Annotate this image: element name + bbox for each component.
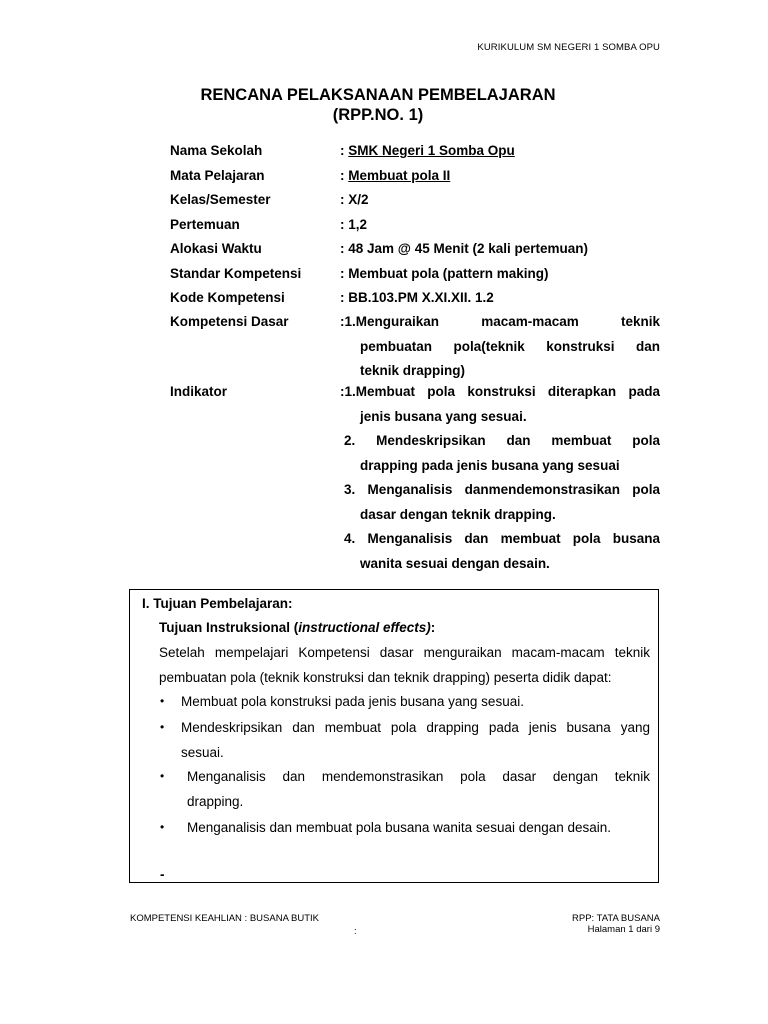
footer-left: KOMPETENSI KEAHLIAN : BUSANA BUTIK — [130, 913, 319, 924]
indikator-line: 3. Menganalisis danmendemonstrasikan pola — [344, 482, 660, 497]
indikator-line: dasar dengan teknik drapping. — [360, 506, 556, 522]
indikator-line: :1.Membuat pola konstruksi diterapkan pada — [340, 384, 660, 399]
info-value: : SMK Negeri 1 Somba Opu — [340, 143, 515, 158]
tujuan-heading: I. Tujuan Pembelajaran: — [142, 596, 293, 611]
info-row — [170, 213, 660, 238]
bullet-icon: • — [160, 820, 165, 834]
info-label: Pertemuan — [170, 216, 240, 232]
page-header: KURIKULUM SM NEGERI 1 SOMBA OPU — [477, 42, 660, 53]
info-row — [170, 237, 660, 262]
tujuan-intro-line: Setelah mempelajari Kompetensi dasar menguraikan macam-macam teknik — [159, 645, 650, 660]
info-row — [170, 139, 660, 164]
info-label: Nama Sekolah — [170, 143, 263, 158]
indikator — [170, 380, 660, 580]
footer-center: : — [354, 926, 357, 937]
info-label: Kode Kompetensi — [170, 290, 285, 305]
footer-page-number: Halaman 1 dari 9 — [587, 924, 660, 935]
info-value: : Membuat pola (pattern making) — [340, 265, 549, 281]
info-row — [170, 262, 660, 287]
kompetensi-dasar — [170, 310, 660, 384]
bullet-icon: • — [160, 769, 165, 783]
info-label: Mata Pelajaran — [170, 167, 265, 183]
bullet-icon: • — [160, 720, 165, 734]
kompetensi-dasar-label: Kompetensi Dasar — [170, 314, 289, 329]
tujuan-bullet: Membuat pola konstruksi pada jenis busana yang sesuai. — [181, 694, 524, 709]
info-row — [170, 188, 660, 213]
tujuan-intro-line: pembuatan pola (teknik konstruksi dan teknik drapping) peserta didik dapat: — [159, 670, 612, 685]
info-row — [170, 164, 660, 189]
info-value: : X/2 — [340, 192, 369, 207]
kompetensi-dasar-line: teknik drapping) — [360, 363, 466, 378]
info-value: : BB.103.PM X.XI.XII. 1.2 — [340, 290, 494, 305]
info-label: Standar Kompetensi — [170, 265, 302, 281]
document-subtitle: (RPP.NO. 1) — [332, 106, 424, 124]
info-row — [170, 286, 660, 311]
tujuan-subheading: Tujuan Instruksional (instructional effects): — [159, 620, 436, 635]
indikator-line: 4. Menganalisis dan membuat pola busana — [344, 531, 660, 546]
info-label: Kelas/Semester — [170, 192, 271, 207]
tujuan-bullet: sesuai. — [181, 745, 224, 760]
indikator-label: Indikator — [170, 384, 228, 399]
info-label: Alokasi Waktu — [170, 241, 262, 256]
kompetensi-dasar-line: :1.Menguraikan macam-macam teknik — [340, 314, 660, 329]
info-value: : 48 Jam @ 45 Menit (2 kali pertemuan) — [340, 241, 589, 256]
info-value: : 1,2 — [340, 216, 368, 232]
tujuan-bullet: Mendeskripsikan dan membuat pola drapping pada jenis busana yang — [181, 720, 650, 735]
tujuan-bullet: Menganalisis dan mendemonstrasikan pola dasar dengan teknik — [187, 769, 650, 784]
indikator-line: jenis busana yang sesuai. — [360, 408, 527, 424]
info-table — [170, 139, 660, 311]
tujuan-bullet: Menganalisis dan membuat pola busana wanita sesuai dengan desain. — [187, 820, 612, 835]
indikator-line: wanita sesuai dengan desain. — [360, 555, 550, 571]
tujuan-box — [129, 589, 659, 883]
indikator-line: 2. Mendeskripsikan dan membuat pola — [344, 433, 660, 448]
footer-right: RPP: TATA BUSANA — [572, 913, 660, 924]
info-value: : Membuat pola II — [340, 167, 451, 183]
document-title: RENCANA PELAKSANAAN PEMBELAJARAN — [200, 86, 556, 104]
tujuan-trailing-dash: - — [160, 867, 165, 882]
kompetensi-dasar-line: pembuatan pola(teknik konstruksi dan — [360, 338, 660, 354]
bullet-icon: • — [160, 694, 165, 708]
tujuan-bullet: drapping. — [187, 794, 244, 809]
indikator-line: drapping pada jenis busana yang sesuai — [360, 457, 620, 473]
